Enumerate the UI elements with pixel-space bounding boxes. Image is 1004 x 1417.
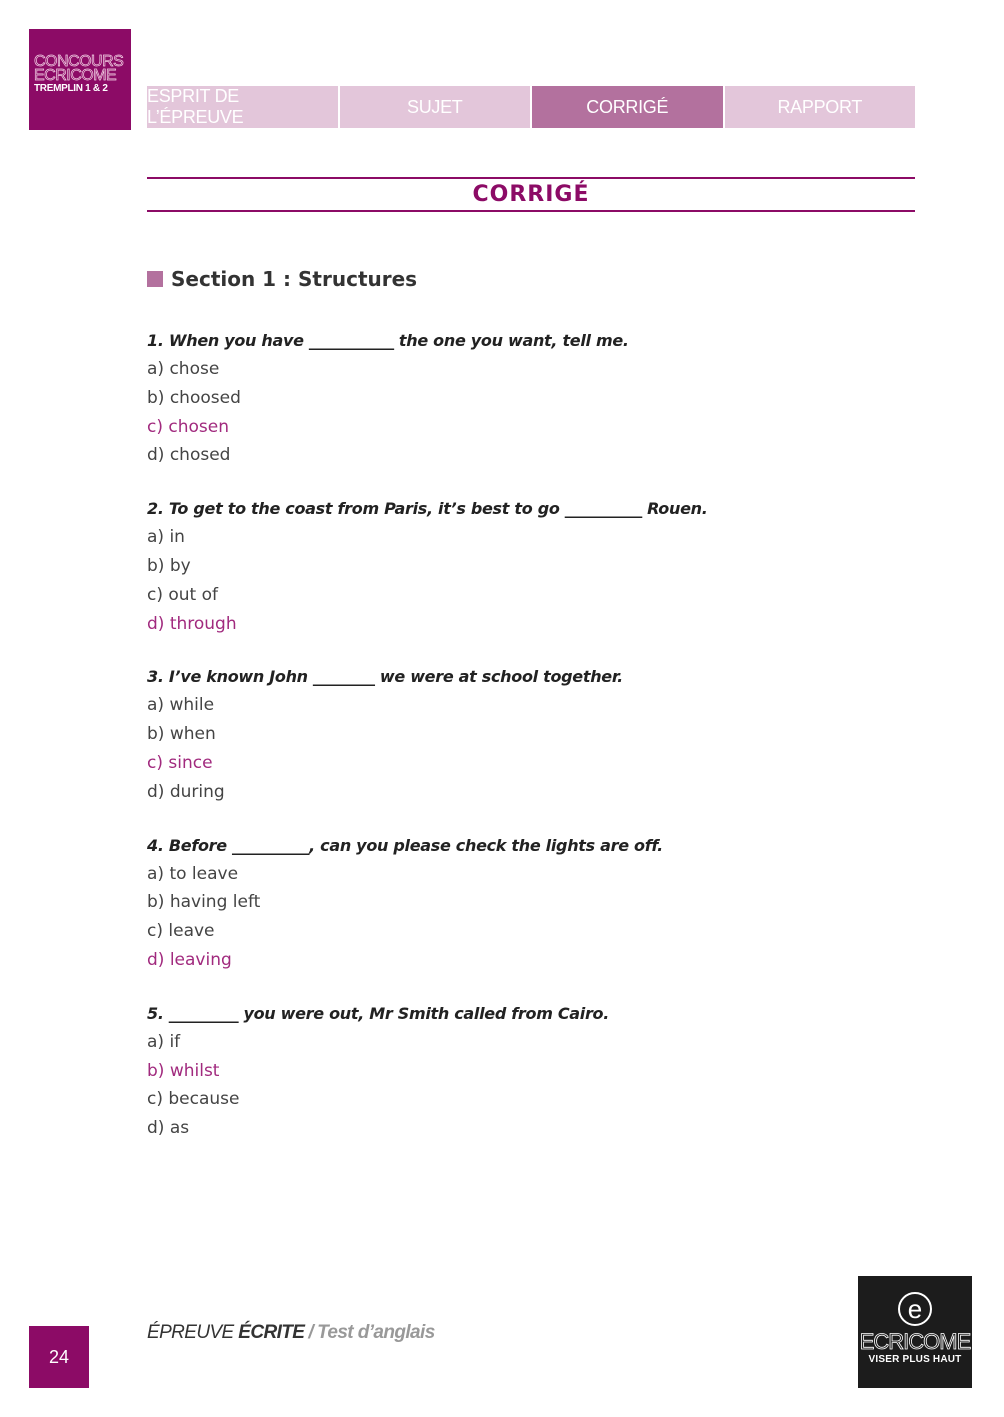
- footer-separator: /: [308, 1322, 314, 1343]
- answer-option: c) leave: [147, 921, 215, 942]
- footer-part-3: Test d’anglais: [317, 1322, 435, 1343]
- answer-option: c) because: [147, 1089, 240, 1110]
- question-list: [147, 328, 917, 1169]
- question-block: [147, 833, 917, 975]
- question-text: 4. Before __________, can you please check the lights are off.: [147, 835, 663, 855]
- page-title-band: [147, 177, 915, 212]
- answer-option: b) choosed: [147, 387, 241, 408]
- section-tabs: [147, 86, 915, 128]
- tab-esprit[interactable]: ESPRIT DE L’ÉPREUVE: [147, 86, 338, 128]
- question-block: [147, 496, 917, 638]
- logo-line-3: TREMPLIN 1 & 2: [34, 83, 108, 94]
- logo-line-2: ECRICOME: [34, 67, 117, 84]
- answer-option: a) in: [147, 527, 185, 548]
- question-block: [147, 328, 917, 470]
- correct-answer-option: d) through: [147, 613, 237, 634]
- ecricome-e-icon: e: [898, 1292, 932, 1326]
- answer-option: a) to leave: [147, 863, 239, 884]
- tab-rapport[interactable]: RAPPORT: [725, 86, 916, 128]
- footer-caption: [147, 1322, 435, 1344]
- page-title: CORRIGÉ: [472, 182, 590, 207]
- page-number: 24: [29, 1326, 89, 1388]
- ecricome-brand-logo: [858, 1276, 972, 1388]
- tab-corrige[interactable]: CORRIGÉ: [532, 86, 723, 128]
- correct-answer-option: d) leaving: [147, 949, 232, 970]
- correct-answer-option: c) since: [147, 752, 213, 773]
- answer-option: d) as: [147, 1118, 190, 1139]
- footer-part-2: ÉCRITE: [238, 1322, 305, 1343]
- question-block: [147, 664, 917, 806]
- section-bullet-icon: [147, 271, 163, 287]
- logo-line-1: CONCOURS: [34, 53, 124, 70]
- footer-part-1: ÉPREUVE: [147, 1322, 239, 1343]
- answer-option: c) out of: [147, 584, 219, 605]
- question-text: 5. _________ you were out, Mr Smith called from Cairo.: [147, 1003, 610, 1023]
- answer-option: b) when: [147, 724, 216, 745]
- brand-tagline: VISER PLUS HAUT: [868, 1354, 962, 1365]
- correct-answer-option: b) whilst: [147, 1060, 220, 1081]
- section-heading: [147, 267, 417, 291]
- tab-sujet[interactable]: SUJET: [340, 86, 531, 128]
- question-text: 2. To get to the coast from Paris, it’s best to go __________ Rouen.: [147, 499, 708, 519]
- question-block: [147, 1001, 917, 1143]
- question-text: 1. When you have ___________ the one you want, tell me.: [147, 331, 629, 350]
- concours-ecricome-logo: [29, 29, 131, 130]
- answer-option: b) having left: [147, 892, 261, 913]
- answer-option: a) chose: [147, 359, 220, 379]
- answer-option: b) by: [147, 555, 191, 576]
- answer-option: d) during: [147, 781, 225, 802]
- section-title: Section 1 : Structures: [171, 267, 418, 291]
- answer-option: a) if: [147, 1031, 181, 1052]
- brand-name: ECRICOME: [859, 1329, 971, 1354]
- correct-answer-option: c) chosen: [147, 416, 229, 437]
- question-text: 3. I’ve known John ________ we were at school together.: [147, 667, 623, 687]
- answer-option: a) while: [147, 695, 215, 716]
- answer-option: d) chosed: [147, 445, 231, 466]
